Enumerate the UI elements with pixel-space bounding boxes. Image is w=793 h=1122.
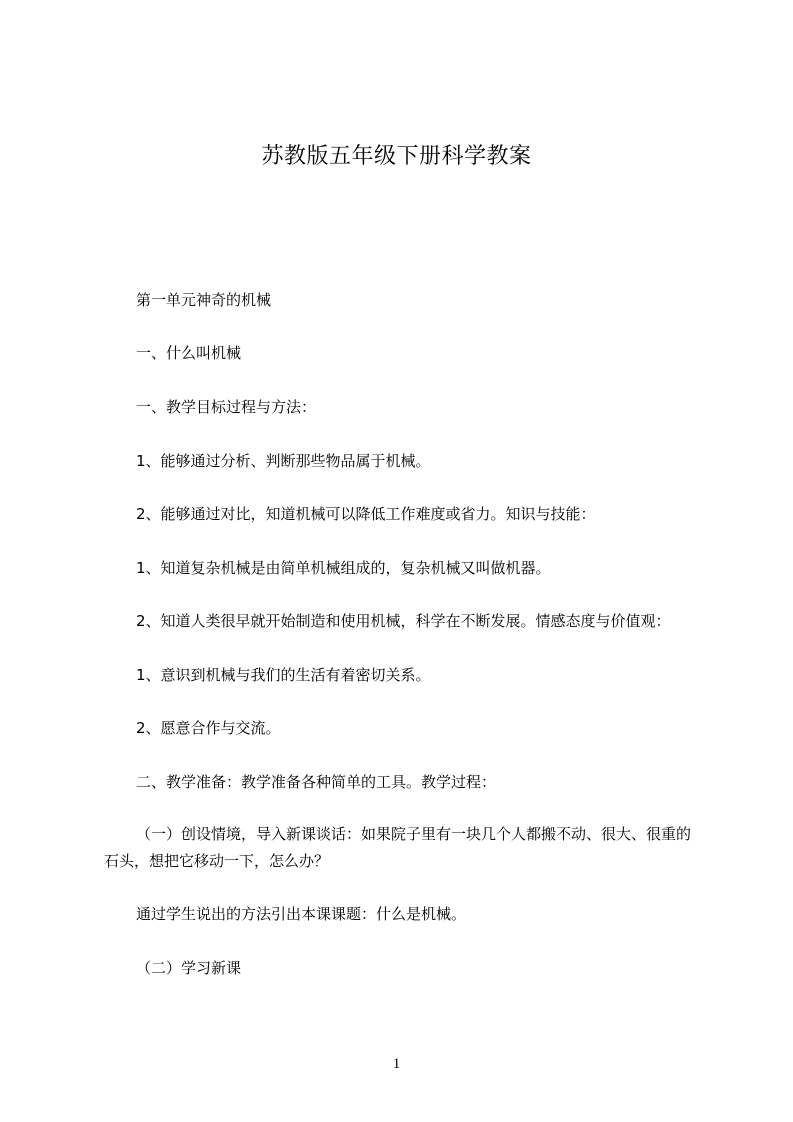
objective-item: 2、能够通过对比，知道机械可以降低工作难度或省力。知识与技能： [136,505,596,523]
page-number: 1 [392,1056,401,1072]
objective-item: 1、能够通过分析、判断那些物品属于机械。 [136,452,431,470]
unit-heading: 第一单元神奇的机械 [136,291,272,309]
section-heading-objectives: 一、教学目标过程与方法： [136,398,317,416]
objective-item: 2、知道人类很早就开始制造和使用机械，科学在不断发展。情感态度与价值观： [136,612,671,630]
objective-item: 2、愿意合作与交流。 [136,719,281,737]
lesson-heading: 一、什么叫机械 [136,344,242,362]
objective-item: 1、知道复杂机械是由简单机械组成的，复杂机械又叫做机器。 [136,559,551,577]
subsection-heading: （二）学习新课 [136,959,242,977]
section-heading-preparation: 二、教学准备：教学准备各种简单的工具。教学过程： [136,773,497,791]
objective-item: 1、意识到机械与我们的生活有着密切关系。 [136,666,431,684]
body-paragraph: （一）创设情境，导入新课谈话：如果院子里有一块几个人都搬不动、很大、很重的石头，想把它移动一下，怎么办？ [104,825,692,870]
document-title: 苏教版五年级下册科学教案 [261,144,532,169]
body-paragraph: 通过学生说出的方法引出本课课题：什么是机械。 [136,905,467,923]
